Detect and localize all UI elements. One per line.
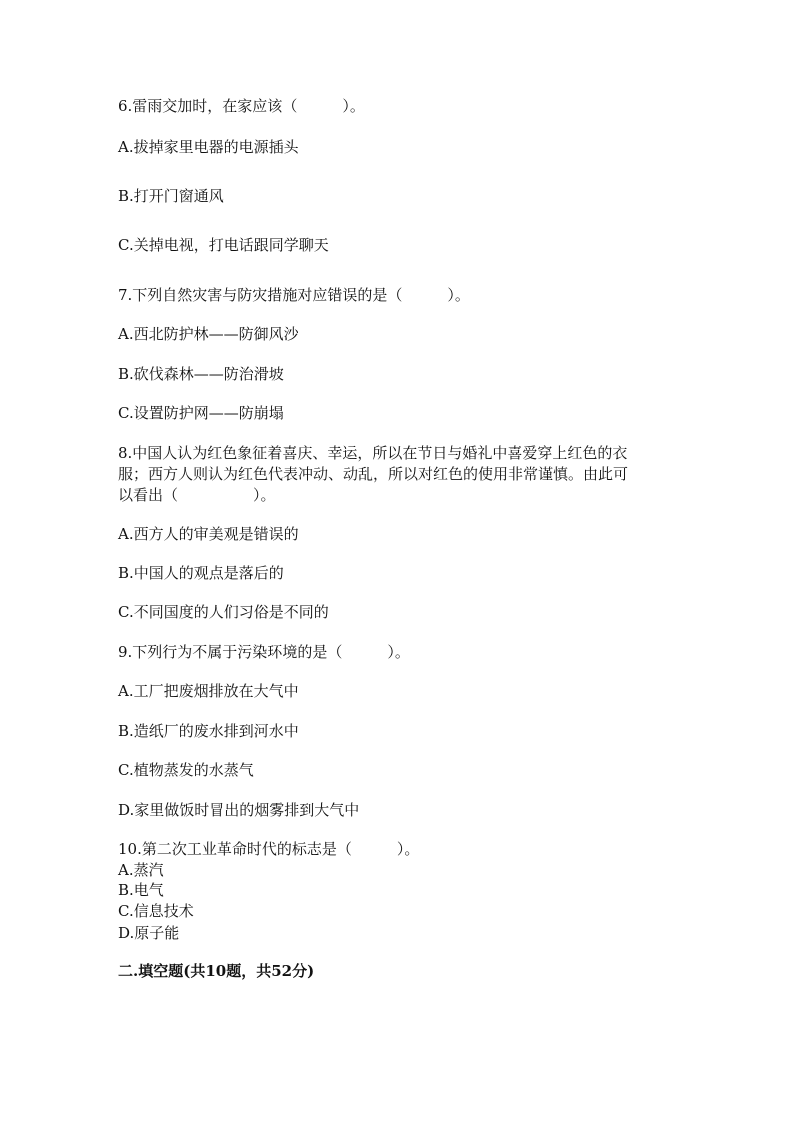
question-8-option-b: B.中国人的观点是落后的 (118, 564, 284, 582)
question-9-option-a: A.工厂把废烟排放在大气中 (118, 682, 299, 700)
question-8-stem-line-1: 8.中国人认为红色象征着喜庆、幸运，所以在节日与婚礼中喜爱穿上红色的衣 (118, 444, 628, 462)
section-title: 二.填空题(共10题，共52分) (118, 962, 315, 980)
question-9-option-b: B.造纸厂的废水排到河水中 (118, 722, 299, 740)
question-10-option-c: C.信息技术 (118, 902, 194, 920)
question-10-option-a: A.蒸汽 (118, 861, 164, 879)
question-9-option-d: D.家里做饭时冒出的烟雾排到大气中 (118, 801, 360, 819)
question-6-option-a: A.拔掉家里电器的电源插头 (118, 138, 299, 156)
question-7-option-a: A.西北防护林——防御风沙 (118, 325, 299, 343)
question-8-option-c: C.不同国度的人们习俗是不同的 (118, 603, 329, 621)
question-8-option-a: A.西方人的审美观是错误的 (118, 525, 299, 543)
question-9-stem: 9.下列行为不属于污染环境的是（ ）。 (118, 643, 410, 661)
question-10-option-b: B.电气 (118, 881, 164, 899)
question-6-stem: 6.雷雨交加时，在家应该（ ）。 (118, 97, 365, 115)
question-8-stem-line-3: 以看出（ ）。 (118, 486, 276, 504)
question-7-option-c: C.设置防护网——防崩塌 (118, 404, 284, 422)
question-7-stem: 7.下列自然灾害与防灾措施对应错误的是（ ）。 (118, 286, 470, 304)
question-8-stem-line-2: 服；西方人则认为红色代表冲动、动乱，所以对红色的使用非常谨慎。由此可 (118, 465, 629, 483)
question-6-option-b: B.打开门窗通风 (118, 187, 224, 205)
question-9-option-c: C.植物蒸发的水蒸气 (118, 761, 254, 779)
question-10-option-d: D.原子能 (118, 924, 180, 942)
question-10-stem: 10.第二次工业革命时代的标志是（ ）。 (118, 840, 420, 858)
question-7-option-b: B.砍伐森林——防治滑坡 (118, 365, 284, 383)
question-6-option-c: C.关掉电视，打电话跟同学聊天 (118, 236, 329, 254)
